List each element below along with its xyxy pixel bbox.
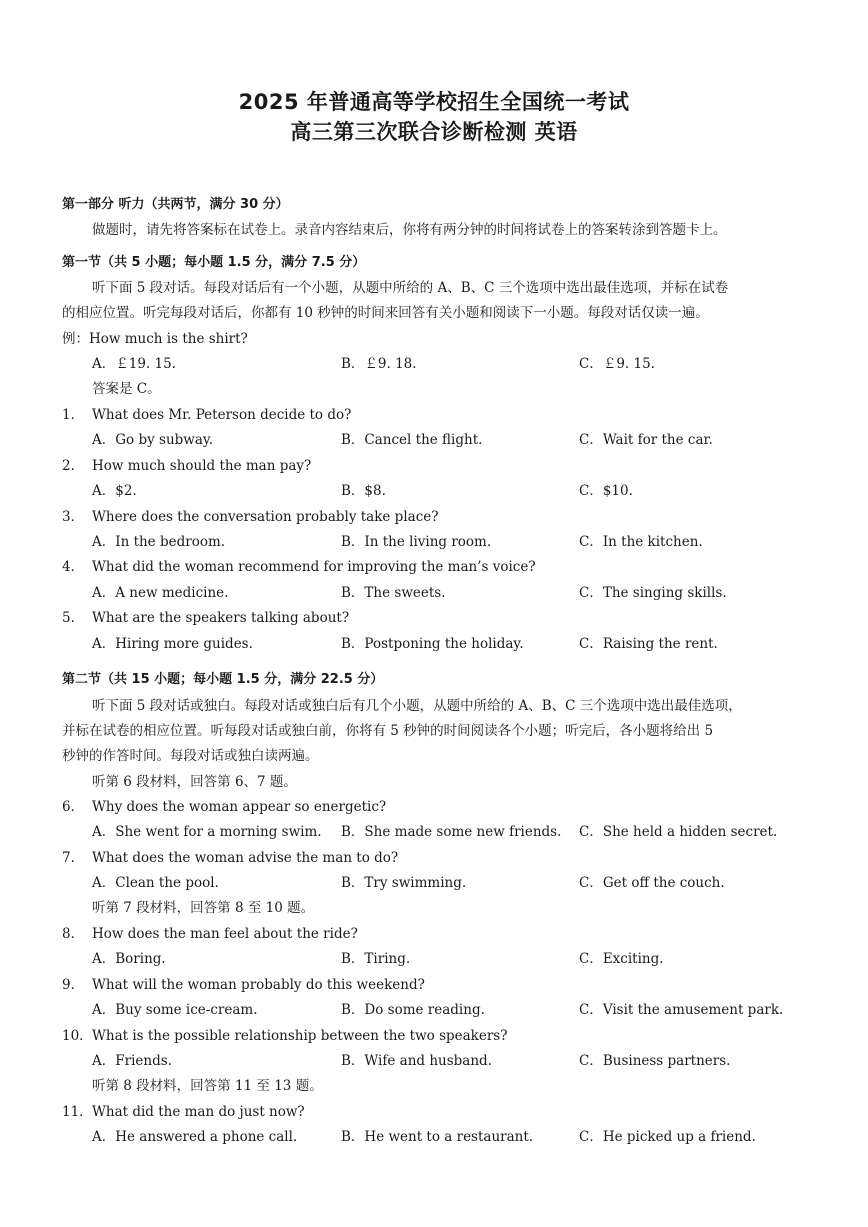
option-b: B．$8. — [341, 483, 386, 499]
option-b: B．Try swimming. — [341, 875, 467, 891]
option-c: C．Business partners. — [579, 1053, 731, 1069]
option-c: C．Exciting. — [579, 951, 664, 967]
question-number: 7． — [62, 850, 85, 866]
section1-instruction-line1: 听下面 5 段对话。每段对话后有一个小题，从题中所给的 A、B、C 三个选项中选出最佳选项，并标在试卷 — [92, 280, 729, 296]
option-a: A．Go by subway. — [92, 432, 214, 448]
option-a: A．In the bedroom. — [92, 534, 226, 550]
question-text: What are the speakers talking about? — [92, 610, 350, 626]
question-number: 2． — [62, 458, 85, 474]
option-b: B．Tiring. — [341, 951, 411, 967]
section1-heading: 第一节（共 5 小题；每小题 1.5 分，满分 7.5 分） — [62, 255, 366, 270]
example-question: 例：How much is the shirt? — [62, 331, 248, 347]
example-option-b: B．￡9. 18. — [341, 356, 417, 372]
question-number: 8． — [62, 926, 85, 942]
part1-heading: 第一部分 听力（共两节，满分 30 分） — [62, 197, 289, 212]
exam-subtitle: 高三第三次联合诊断检测 英语 — [290, 120, 578, 144]
section2-instruction-line3: 秒钟的作答时间。每段对话或独白读两遍。 — [62, 748, 319, 764]
section1-instruction-line2: 的相应位置。听完每段对话后，你都有 10 秒钟的时间来回答有关小题和阅读下一小题。每段对话仅读一遍。 — [62, 305, 709, 321]
section2-instruction-line1: 听下面 5 段对话或独白。每段对话或独白后有几个小题，从题中所给的 A、B、C 三个选项中选出最佳选项， — [92, 698, 742, 714]
option-a: A．Clean the pool. — [92, 875, 219, 891]
material-note: 听第 8 段材料，回答第 11 至 13 题。 — [92, 1078, 323, 1094]
question-text: What does the woman advise the man to do? — [92, 850, 399, 866]
option-a: A．Hiring more guides. — [92, 636, 253, 652]
question-text: What does Mr. Peterson decide to do? — [92, 407, 352, 423]
option-b: B．Wife and husband. — [341, 1053, 492, 1069]
option-a: A．She went for a morning swim. — [92, 824, 322, 840]
question-number: 6． — [62, 799, 85, 815]
option-a: A．A new medicine. — [92, 585, 229, 601]
option-b: B．Do some reading. — [341, 1002, 485, 1018]
example-option-c: C．￡9. 15. — [579, 356, 655, 372]
option-a: A．Boring. — [92, 951, 166, 967]
option-c: C．Raising the rent. — [579, 636, 718, 652]
option-b: B．She made some new friends. — [341, 824, 562, 840]
option-c: C．Visit the amusement park. — [579, 1002, 784, 1018]
example-option-a: A．￡19. 15. — [92, 356, 176, 372]
option-c: C．Wait for the car. — [579, 432, 713, 448]
option-a: A．Friends. — [92, 1053, 172, 1069]
part1-intro: 做题时，请先将答案标在试卷上。录音内容结束后，你将有两分钟的时间将试卷上的答案转涂到答题卡上。 — [92, 222, 727, 238]
section2-instruction-line2: 并标在试卷的相应位置。听每段对话或独白前，你将有 5 秒钟的时间阅读各个小题；听完后，各小题将给出 5 — [62, 723, 714, 739]
question-number: 9． — [62, 977, 85, 993]
option-b: B．The sweets. — [341, 585, 446, 601]
question-text: What did the man do just now? — [92, 1104, 305, 1120]
question-number: 5． — [62, 610, 85, 626]
example-answer: 答案是 C。 — [92, 381, 161, 397]
question-text: Why does the woman appear so energetic? — [92, 799, 387, 815]
question-number: 11． — [62, 1104, 93, 1120]
exam-title: 2025 年普通高等学校招生全国统一考试 — [238, 90, 630, 114]
question-number: 3． — [62, 509, 85, 525]
question-text: Where does the conversation probably take place? — [92, 509, 439, 525]
option-a: A．Buy some ice-cream. — [92, 1002, 258, 1018]
question-text: What did the woman recommend for improving the man’s voice? — [92, 559, 536, 575]
question-text: How does the man feel about the ride? — [92, 926, 358, 942]
option-b: B．Postponing the holiday. — [341, 636, 524, 652]
question-text: What is the possible relationship between the two speakers? — [92, 1028, 508, 1044]
option-b: B．Cancel the flight. — [341, 432, 483, 448]
option-a: A．$2. — [92, 483, 137, 499]
question-number: 1． — [62, 407, 85, 423]
material-note: 听第 6 段材料，回答第 6、7 题。 — [92, 774, 297, 790]
material-note: 听第 7 段材料，回答第 8 至 10 题。 — [92, 900, 315, 916]
option-c: C．She held a hidden secret. — [579, 824, 778, 840]
option-a: A．He answered a phone call. — [92, 1129, 298, 1145]
section2-heading: 第二节（共 15 小题；每小题 1.5 分，满分 22.5 分） — [62, 672, 384, 687]
question-number: 4． — [62, 559, 85, 575]
option-c: C．Get off the couch. — [579, 875, 725, 891]
option-c: C．In the kitchen. — [579, 534, 703, 550]
option-c: C．He picked up a friend. — [579, 1129, 756, 1145]
option-b: B．He went to a restaurant. — [341, 1129, 534, 1145]
option-c: C．The singing skills. — [579, 585, 727, 601]
question-number: 10． — [62, 1028, 93, 1044]
question-text: How much should the man pay? — [92, 458, 312, 474]
question-text: What will the woman probably do this weekend? — [92, 977, 425, 993]
option-b: B．In the living room. — [341, 534, 492, 550]
option-c: C．$10. — [579, 483, 633, 499]
